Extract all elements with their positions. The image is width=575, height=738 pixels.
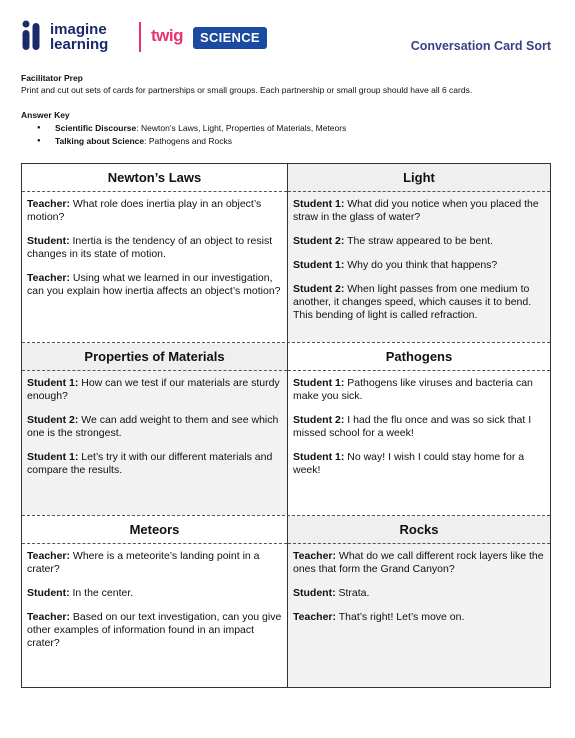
card-title-pathogens: Pathogens — [288, 343, 550, 371]
imagine-learning-wordmark: imagine learning — [50, 21, 109, 53]
card-body-newtons-laws: Teacher: What role does inertia play in an object’s motion? Student: Inertia is the tendency of an object to resist changes in its state of motion. Teacher: Using what we learned in our investigation, can you explain how inertia affects an object’s motion? — [27, 198, 281, 297]
facilitator-prep-text: Print and cut out sets of cards for partnerships or small groups. Each partnership or small group should have all 6 cards. — [21, 85, 473, 95]
card-body-rocks: Teacher: What do we call different rock layers like the ones that form the Grand Canyon? Student: Strata. Teacher: That’s right! Let’s move on. — [288, 544, 550, 687]
card-title-newtons-laws: Newton’s Laws — [22, 164, 287, 192]
card-title-rocks: Rocks — [288, 516, 550, 544]
page-title: Conversation Card Sort — [410, 39, 551, 53]
card-body-properties-of-materials: Student 1: How can we test if our materials are sturdy enough? Student 2: We can add weight to them and see which one is the strongest. Student 1: Let’s try it with our different materials and compare the results. — [22, 371, 287, 515]
answer-key-list — [37, 122, 346, 148]
page-header — [21, 18, 555, 58]
facilitator-prep-heading: Facilitator Prep — [21, 73, 83, 83]
card-title-properties-of-materials: Properties of Materials — [22, 343, 287, 371]
science-badge: SCIENCE — [193, 27, 267, 49]
answer-key-item: ● Scientific Discourse: Newton’s Laws, Light, Properties of Materials, Meteors — [37, 122, 346, 135]
card-body-light: Student 1: What did you notice when you placed the straw in the glass of water? Student 2: The straw appeared to be bent. Student 1: Why do you think that happens? Student 2: When light passes from one medium to another, it changes speed, which causes it to bend. This bending of light is called refraction. — [288, 192, 550, 342]
answer-key-item: ● Talking about Science: Pathogens and Rocks — [37, 135, 346, 148]
card-grid — [21, 163, 551, 688]
twig-wordmark: twig — [151, 26, 183, 45]
card-title-meteors: Meteors — [22, 516, 287, 544]
column-divider — [287, 164, 288, 687]
card-body-pathogens: Student 1: Pathogens like viruses and bacteria can make you sick. Student 2: I had the flu once and was so sick that I missed school for a week! Student 1: No way! I wish I could stay home for a week! — [293, 377, 533, 476]
imagine-learning-logo-icon — [21, 20, 41, 52]
answer-key-heading: Answer Key — [21, 110, 70, 120]
logo-divider — [139, 22, 141, 52]
card-body-meteors: Teacher: Where is a meteorite’s landing point in a crater? Student: In the center. Teacher: Based on our text investigation, can you give other examples of information found in an impact crater? — [27, 550, 282, 649]
card-title-light: Light — [288, 164, 550, 192]
